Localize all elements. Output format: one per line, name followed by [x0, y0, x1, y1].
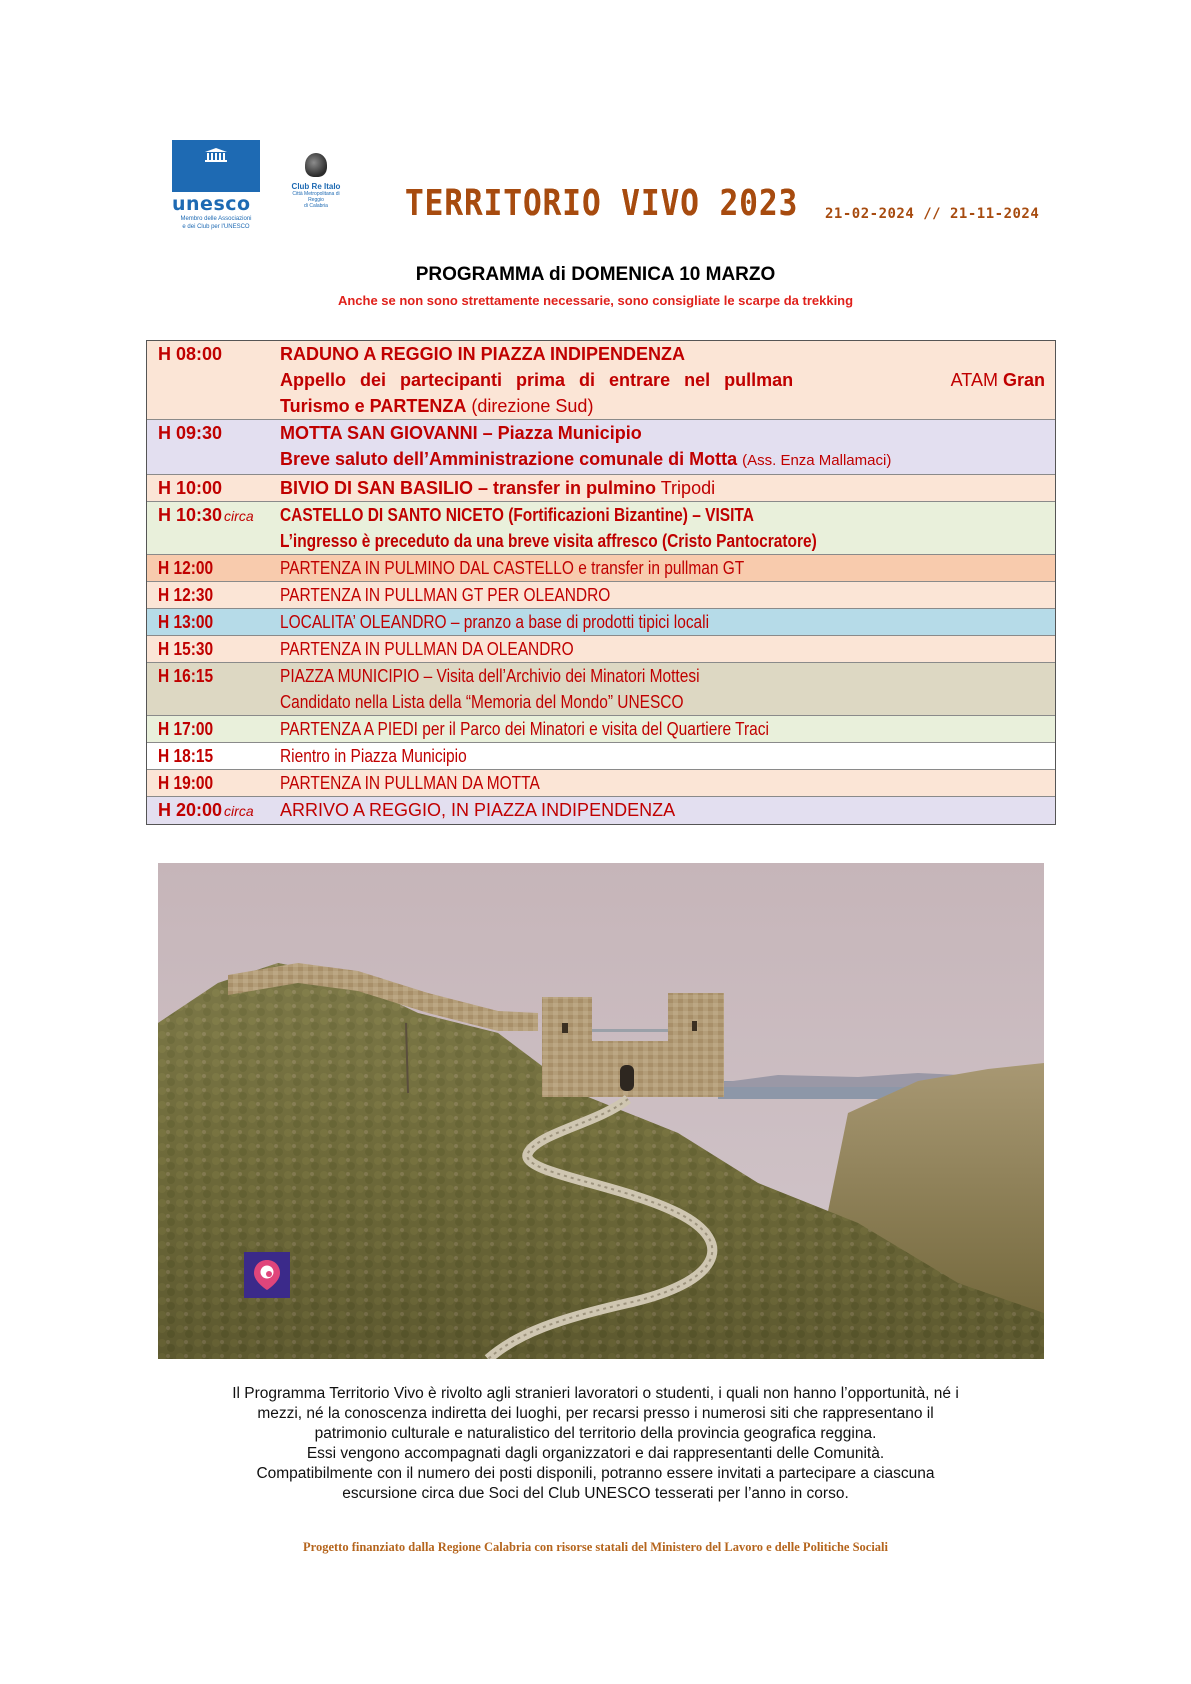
schedule-time: H 13:00 — [158, 612, 214, 632]
schedule-row — [147, 581, 1055, 608]
program-description — [150, 1384, 1041, 1504]
schedule-description: LOCALITA’ OLEANDRO – pranzo a base di prodotti tipici locali — [280, 612, 710, 632]
club-subtitle-line: Reggio — [308, 197, 324, 203]
description-line: escursione circa due Soci del Club UNESCO tesserati per l’anno in corso. — [342, 1485, 849, 1502]
schedule-description: PARTENZA IN PULMINO DAL CASTELLO e transfer in pullman GT — [280, 558, 745, 578]
unesco-subtitle-line: e dei Club per l'UNESCO — [182, 224, 250, 230]
location-badge — [244, 1252, 290, 1298]
schedule-description: PARTENZA A PIEDI per il Parco dei Minatori e visita del Quartiere Traci — [280, 719, 769, 739]
program-note: Anche se non sono strettamente necessarie, sono consigliate le scarpe da trekking — [337, 293, 854, 308]
club-emblem-icon — [305, 153, 327, 177]
schedule-time: H 10:00 — [158, 478, 223, 498]
description-line: Il Programma Territorio Vivo è rivolto agli stranieri lavoratori o studenti, i quali non hanno l’opportunità, né i — [232, 1385, 959, 1402]
description-line: patrimonio culturale e naturalistico del territorio della provincia geografica reggina. — [314, 1425, 877, 1442]
unesco-temple-icon — [205, 148, 227, 162]
schedule-description: PARTENZA IN PULLMAN GT PER OLEANDRO — [280, 585, 611, 605]
castle-photo — [158, 863, 1044, 1359]
schedule-row — [147, 501, 1055, 554]
schedule-line: RADUNO A REGGIO IN PIAZZA INDIPENDENZA — [280, 344, 686, 364]
unesco-subtitle-line: Membro delle Associazioni — [180, 216, 252, 222]
schedule-description — [280, 341, 1055, 419]
schedule-row — [147, 662, 1055, 715]
schedule-time: H 09:30 — [158, 423, 223, 443]
schedule-description: PARTENZA IN PULLMAN DA MOTTA — [280, 773, 540, 793]
club-subtitle — [286, 191, 346, 209]
schedule-description: PARTENZA IN PULLMAN DA OLEANDRO — [280, 639, 574, 659]
schedule-time: H 10:30 circa — [158, 505, 254, 525]
circa-label: circa — [224, 803, 254, 819]
schedule-description — [280, 502, 1055, 554]
castle-illustration — [158, 863, 1044, 1359]
schedule-row — [147, 419, 1055, 474]
schedule-line: Breve saluto dell’Amministrazione comunale di Motta (Ass. Enza Mallamaci) — [280, 449, 892, 469]
schedule-description — [280, 420, 1055, 474]
schedule-time: H 18:15 — [158, 746, 214, 766]
description-line: mezzi, né la conoscenza indiretta dei luoghi, per recarsi presso i numerosi siti che rappresentano il — [257, 1405, 934, 1422]
unesco-subtitle — [166, 215, 266, 231]
schedule-row — [147, 341, 1055, 419]
schedule-time: H 08:00 — [158, 344, 223, 364]
schedule-line: PIAZZA MUNICIPIO – Visita dell’Archivio dei Minatori Mottesi — [280, 666, 700, 686]
schedule-row — [147, 715, 1055, 742]
schedule-time: H 20:00 circa — [158, 800, 254, 820]
unesco-logo — [172, 140, 262, 228]
description-line: Compatibilmente con il numero dei posti disponili, potranno essere invitati a partecipare a ciascuna — [256, 1465, 935, 1482]
schedule-time: H 12:30 — [158, 585, 214, 605]
schedule-line: MOTTA SAN GIOVANNI – Piazza Municipio — [280, 423, 642, 443]
schedule-time: H 16:15 — [158, 666, 214, 686]
schedule-description — [280, 663, 1055, 715]
funding-note: Progetto finanziato dalla Regione Calabria con risorse statali del Ministero del Lavoro e delle Politiche Sociali — [302, 1540, 888, 1554]
schedule-time: H 19:00 — [158, 773, 214, 793]
page-title: TERRITORIO VIVO 2023 — [405, 183, 799, 225]
location-pin-icon — [252, 1258, 282, 1292]
schedule-line: Candidato nella Lista della “Memoria del Mondo” UNESCO — [280, 692, 684, 712]
schedule-row — [147, 474, 1055, 501]
schedule-time: H 17:00 — [158, 719, 214, 739]
schedule-row — [147, 796, 1055, 824]
program-title: PROGRAMMA di DOMENICA 10 MARZO — [415, 264, 776, 285]
schedule-description: ARRIVO A REGGIO, IN PIAZZA INDIPENDENZA — [280, 800, 676, 820]
club-subtitle-line: di Calabria — [304, 203, 328, 209]
schedule-line: Turismo e PARTENZA (direzione Sud) — [280, 396, 594, 416]
schedule-row — [147, 742, 1055, 769]
schedule-table — [146, 340, 1056, 825]
club-subtitle-line: Città Metropolitana di — [292, 191, 340, 197]
schedule-description: BIVIO DI SAN BASILIO – transfer in pulmino Tripodi — [280, 478, 716, 498]
schedule-row — [147, 769, 1055, 796]
club-name: Club Re Italo — [291, 182, 341, 191]
schedule-row — [147, 635, 1055, 662]
description-line: Essi vengono accompagnati dagli organizzatori e dai rappresentanti delle Comunità. — [306, 1445, 885, 1462]
schedule-row — [147, 608, 1055, 635]
schedule-time: H 12:00 — [158, 558, 214, 578]
schedule-row — [147, 554, 1055, 581]
schedule-line: L’ingresso è preceduto da una breve visita affresco (Cristo Pantocratore) — [280, 531, 817, 551]
schedule-line: CASTELLO DI SANTO NICETO (Fortificazioni Bizantine) – VISITA — [280, 505, 754, 525]
date-range: 21-02-2024 // 21-11-2024 — [825, 206, 1040, 222]
schedule-line: Appello dei partecipanti prima di entrare nel pullman ATAM Gran — [280, 370, 1045, 390]
circa-label: circa — [224, 508, 254, 524]
unesco-wordmark: unesco — [172, 193, 251, 215]
unesco-emblem-box — [172, 140, 260, 192]
schedule-time: H 15:30 — [158, 639, 214, 659]
schedule-description: Rientro in Piazza Municipio — [280, 746, 467, 766]
club-re-italo-logo — [286, 153, 346, 209]
